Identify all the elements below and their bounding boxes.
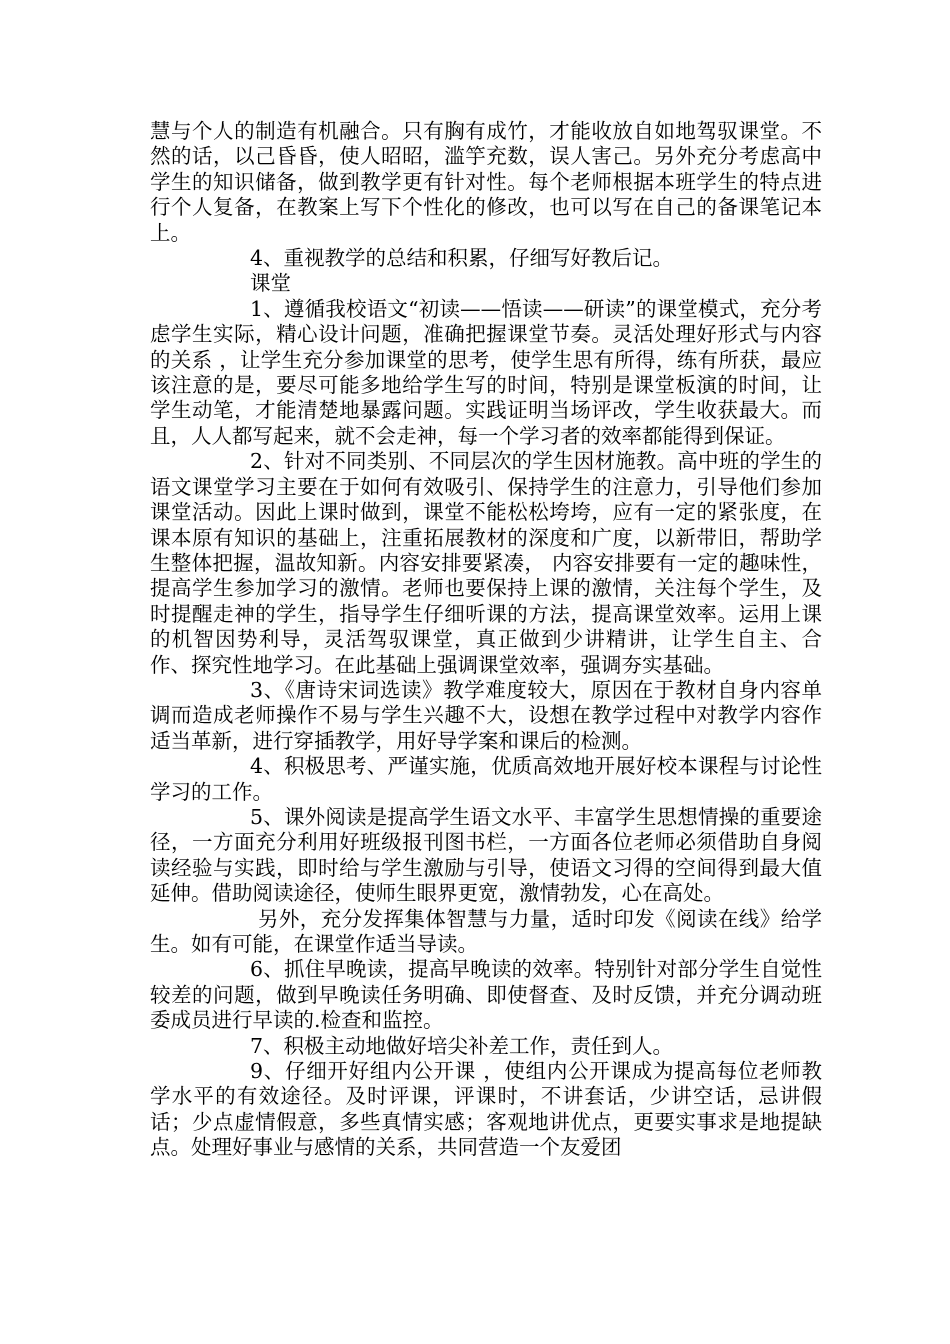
section-heading-classroom: 课堂 xyxy=(250,271,291,296)
paragraph-item-2-differentiated-teaching: 2、针对不同类别、不同层次的学生因材施教。高中班的学生的语文课堂学习主要在于如何有效吸引、保持学生的注意力，引导他们参加课堂活动。因此上课时做到，课堂不能松松垮垮，应有一定的紧张度，在课本原有知识的基础上，注重拓展教材的深度和广度，以新带旧，帮助学生整体把握，温故知新。内容安排要紧凑， 内容安排要有一定的趣味性，提高学生参加学习的激情。老师也要保持上课的激情，关注每个学生，及时提醒走神的学生，指导学生仔细听课的方法，提高课堂效率。运用上课的机智因势利导，灵活驾驭课堂，真正做到少讲精讲，让学生自主、合作、探究性地学习。在此基础上强调课堂效率，强调夯实基础。 xyxy=(150,449,822,677)
paragraph-item-9-open-class: 9、仔细开好组内公开课 ，使组内公开课成为提高每位老师教学水平的有效途径。及时评课，评课时，不讲套话，少讲空话，忌讲假话；少点虚情假意，多些真情实感；客观地讲优点，更要实事求是地提缺点。处理好事业与感情的关系，共同营造一个友爱团 xyxy=(150,1059,822,1160)
paragraph-item-4-summary: 4、重视教学的总结和积累，仔细写好教后记。 xyxy=(250,246,674,271)
paragraph-item-1-classroom-mode: 1、遵循我校语文“初读——悟读——研读”的课堂模式，充分考虑学生实际，精心设计问题，准确把握课堂节奏。灵活处理好形式与内容的关系 ，让学生充分参加课堂的思考，使学生思有所得，练有所获，最应该注意的是，要尽可能多地给学生写的时间，特别是课堂板演的时间，让学生动笔，才能清楚地暴露问题。实践证明当场评改，学生收获最大。而且，人人都写起来，就不会走神，每一个学习者的效率都能得到保证。 xyxy=(150,296,822,448)
paragraph-item-6-morning-evening-reading: 6、抓住早晚读，提高早晚读的效率。特别针对部分学生自觉性较差的问题，做到早晚读任务明确、即使督查、及时反馈，并充分调动班委成员进行早读的.检查和监控。 xyxy=(150,957,822,1033)
paragraph-item-3-poetry-reading: 3、《唐诗宋词选读》教学难度较大，原因在于教材自身内容单调而造成老师操作不易与学生兴趣不大，设想在教学过程中对教学内容作适当革新，进行穿插教学，用好导学案和课后的检测。 xyxy=(150,677,822,753)
paragraph-item-5-extracurricular-reading: 5、课外阅读是提高学生语文水平、丰富学生思想情操的重要途径，一方面充分利用好班级报刊图书栏，一方面各位老师必须借助自身阅读经验与实践，即时给与学生激励与引导，使语文习得的空间得到最大值延伸。借助阅读途径，使师生眼界更宽，激情勃发，心在高处。 xyxy=(150,804,822,906)
paragraph-continuation: 慧与个人的制造有机融合。只有胸有成竹，才能收放自如地驾驭课堂。不然的话，以己昏昏，使人昭昭，滥竽充数，误人害己。另外充分考虑高中学生的知识储备，做到教学更有针对性。每个老师根据本班学生的特点进行个人复备，在教案上写下个性化的修改，也可以写在自己的备课笔记本上。 xyxy=(150,119,822,245)
document-body xyxy=(150,119,822,1161)
paragraph-item-7-tutoring: 7、积极主动地做好培尖补差工作，责任到人。 xyxy=(250,1033,674,1058)
paragraph-item-4-school-curriculum: 4、积极思考、严谨实施，优质高效地开展好校本课程与讨论性学习的工作。 xyxy=(150,754,822,804)
paragraph-additional-note: 另外，充分发挥集体智慧与力量，适时印发《阅读在线》给学生。如有可能，在课堂作适当导读。 xyxy=(150,906,822,956)
